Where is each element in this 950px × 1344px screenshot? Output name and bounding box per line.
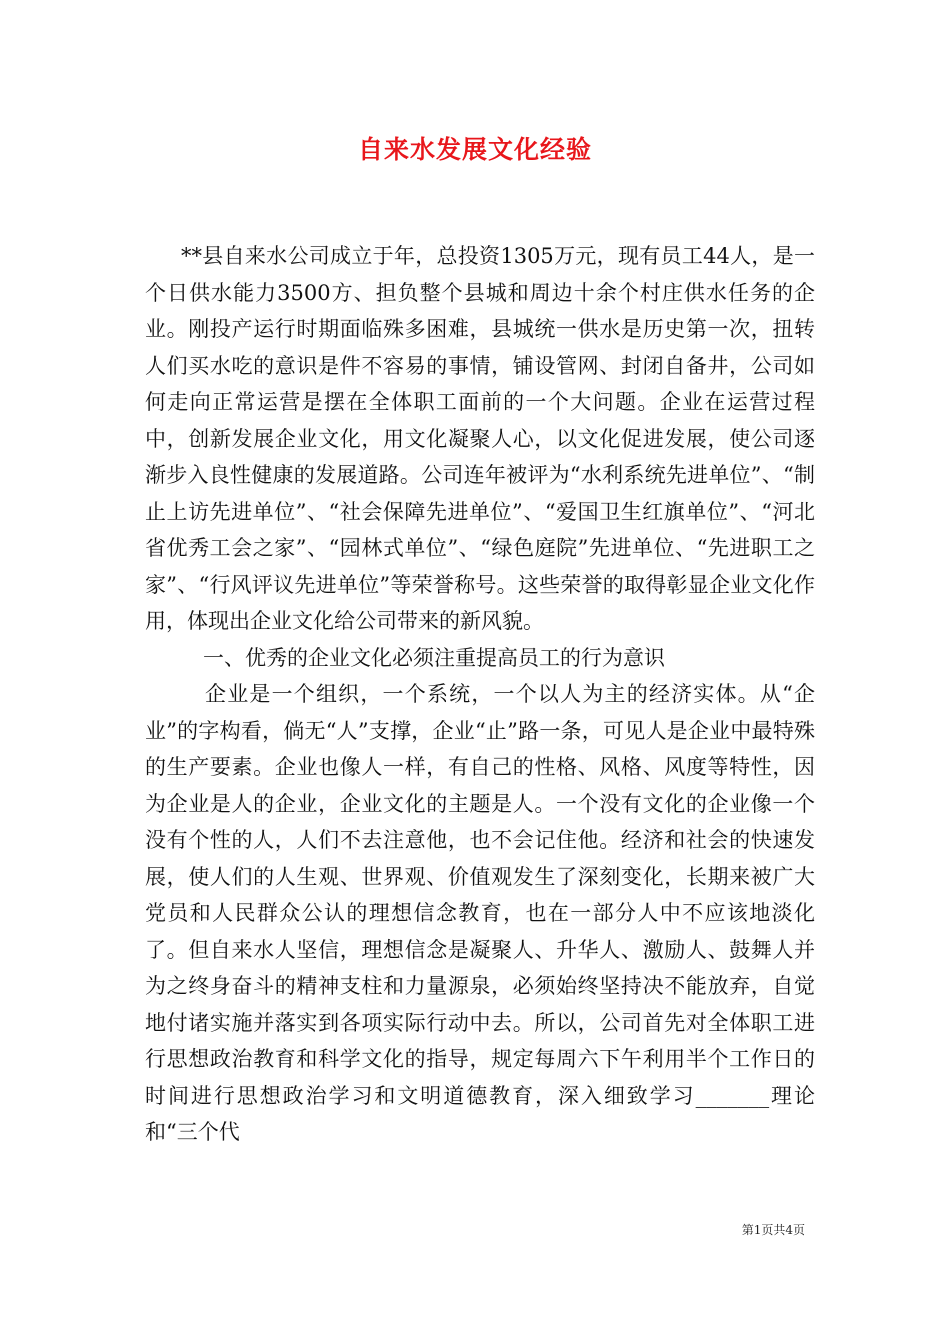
document-title: 自来水发展文化经验 [357, 135, 592, 164]
document-body [145, 238, 815, 1151]
page-number: 第1页共4页 [741, 1223, 805, 1237]
section-1-paragraph: 企业是一个组织，一个系统，一个以人为主的经济实体。从“企业”的字构看，倘无“人”支撑，企业“止”路一条，可见人是企业中最特殊的生产要素。企业也像人一样，有自己的性格、风格、风度等特性，因为企业是人的企业，企业文化的主题是人。一个没有文化的企业像一个没有个性的人，人们不去注意他，也不会记住他。经济和社会的快速发展，使人们的人生观、世界观、价值观发生了深刻变化，长期来被广大党员和人民群众公认的理想信念教育，也在一部分人中不应该地淡化了。但自来水人坚信，理想信念是凝聚人、升华人、激励人、鼓舞人并为之终身奋斗的精神支柱和力量源泉，必须始终坚持决不能放弃，自觉地付诸实施并落实到各项实际行动中去。所以，公司首先对全体职工进行思想政治教育和科学文化的指导，规定每周六下午利用半个工作日的时间进行思想政治学习和文明道德教育，深入细致学习_______理论和“三个代 [145, 682, 815, 1144]
section-heading-1: 一、优秀的企业文化必须注重提高员工的行为意识 [203, 645, 665, 670]
intro-paragraph: **县自来水公司成立于年，总投资1305万元，现有员工44人，是一个日供水能力3500方、担负整个县城和周边十余个村庄供水任务的企业。刚投产运行时期面临殊多困难，县城统一供水是历史第一次，扭转人们买水吃的意识是件不容易的事情，铺设管网、封闭自备井，公司如何走向正常运营是摆在全体职工面前的一个大问题。企业在运营过程中，创新发展企业文化，用文化凝聚人心，以文化促进发展，使公司逐渐步入良性健康的发展道路。公司连年被评为“水利系统先进单位”、“制止上访先进单位”、“社会保障先进单位”、“爱国卫生红旗单位”、“河北省优秀工会之家”、“园林式单位”、“绿色庭院”先进单位、“先进职工之家”、“行风评议先进单位”等荣誉称号。这些荣誉的取得彰显企业文化作用，体现出企业文化给公司带来的新风貌。 [145, 244, 815, 633]
